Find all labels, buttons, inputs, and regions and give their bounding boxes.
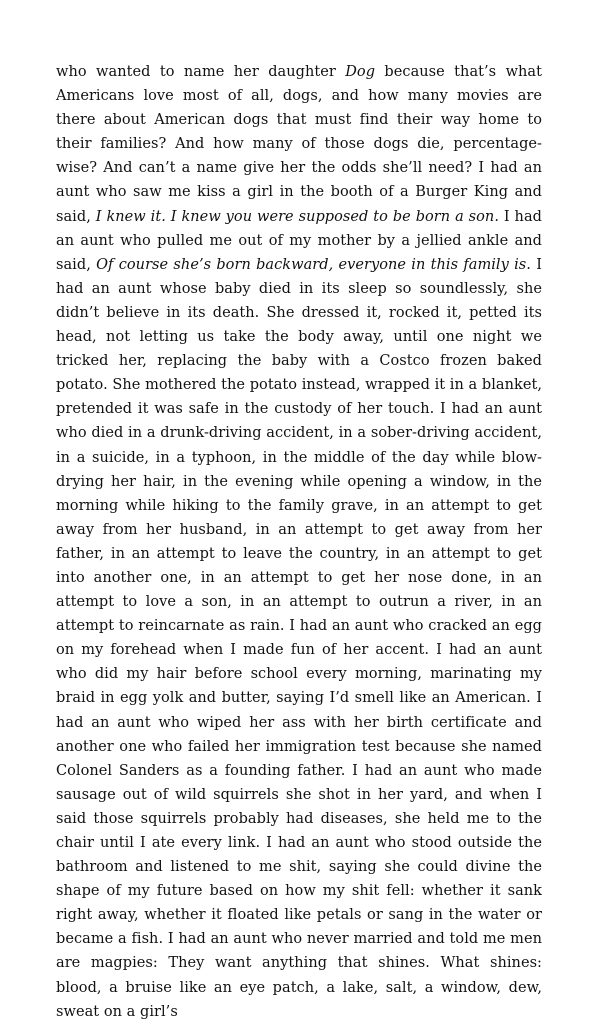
italic-text-segment: Dog	[345, 64, 376, 80]
italic-text-segment: I knew it. I knew you were supposed to be born a son.	[95, 208, 499, 225]
text-segment: I had an aunt whose baby died in its sleep so soundlessly, she didn’t believe in its death. She dressed it, rocked it, petted its head, not letting us take the body away, until one night we tricked her, replacing the baby with a Costco frozen baked potato. She mothered the potato instead, wrapped it in a blanket, pretended it was safe in the custody of her touch. I had an aunt who died in a drunk-driving accident, in a sober-driving accident, in a suicide, in a typhoon, in the middle of the day while blow-drying her hair, in the evening while opening a window, in the morning while hiking to the family grave, in an attempt to get away from her husband, in an attempt to get away from her father, in an attempt to leave the country, in an attempt to get into another one, in an attempt to get her nose done, in an attempt to love a son, in an attempt to outrun a river, in an attempt to reincarnate as rain. I had an aunt who cracked an egg on my forehead when I made fun of her accent. I had an aunt who did my hair before school every morning, marinating my braid in egg yolk and butter, saying I’d smell like an American. I had an aunt who wiped her ass with her birth certificate and another one who failed her immigration test because she named Colonel Sanders as a founding father. I had an aunt who made sausage out of wild squirrels she shot in her yard, and when I said those squirrels probably had diseases, she held me to the chair until I ate every link. I had an aunt who stood outside the bathroom and listened to me shit, saying she could divine the shape of my future based on how my shit fell: whether it sank right away, whether it floated like petals or sang in the water or became a fish. I had an aunt who never married and told me men are magpies: They want anything that shines. What shines: blood, a bruise like an eye patch, a lake, salt, a window, dew, sweat on a girl’s	[56, 256, 542, 1020]
text-segment: I had an aunt who pulled me out of my mother by a jellied ankle and said,	[56, 208, 542, 273]
page-body	[56, 60, 542, 1024]
body-paragraph	[56, 60, 542, 1024]
italic-text-segment: Of course she’s born backward, everyone in this family is.	[96, 256, 531, 273]
text-segment: because that’s what Americans love most of all, dogs, and how many movies are there about American dogs that must find their way home to their families? And how many of those dogs die, percentage-wise? And can’t a name give her the odds she’ll need? I had an aunt who saw me kiss a girl in the booth of a Burger King and said,	[56, 64, 542, 225]
text-segment: who wanted to name her daughter	[56, 64, 346, 80]
